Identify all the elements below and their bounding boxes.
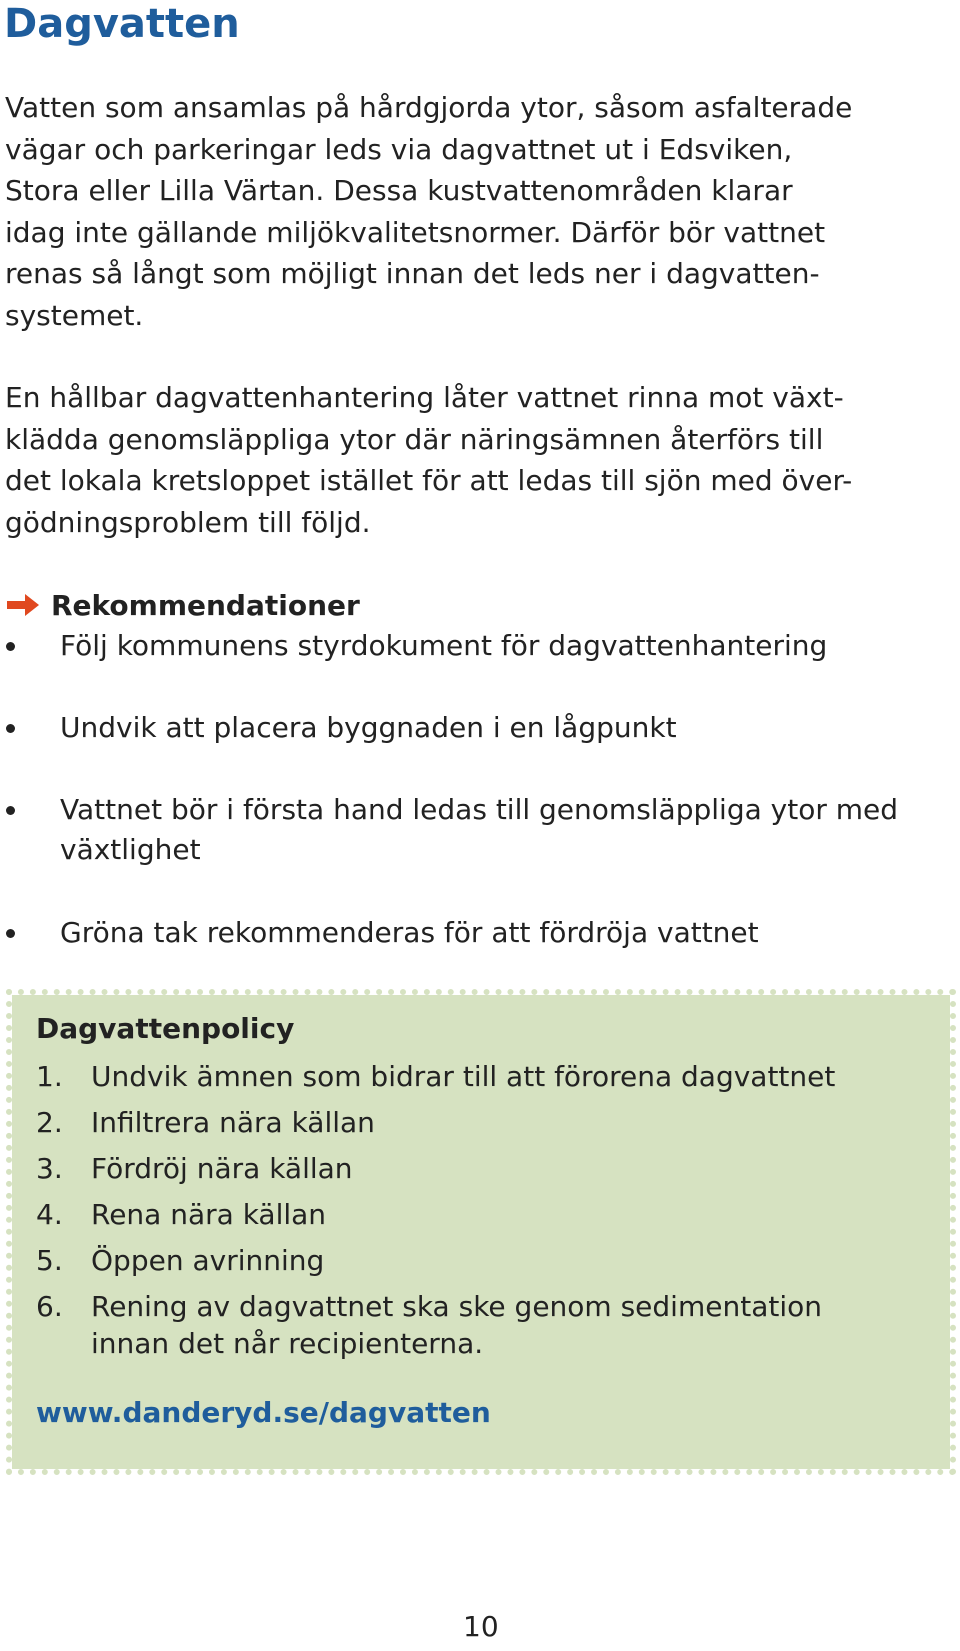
paragraph-line: systemet. bbox=[5, 298, 144, 332]
bullet-icon bbox=[6, 806, 15, 815]
policy-text: Rening av dagvattnet ska ske genom sedimentation innan det når recipienterna. bbox=[91, 1290, 822, 1360]
policy-number: 2. bbox=[36, 1106, 63, 1139]
paragraph-line: idag inte gällande miljökvalitetsnormer. Därför bör vattnet bbox=[5, 215, 826, 249]
paragraph-line: En hållbar dagvattenhantering låter vattnet rinna mot växt- bbox=[5, 381, 844, 414]
recommendations-title: Rekommendationer bbox=[51, 588, 360, 622]
bullet-icon bbox=[6, 724, 15, 733]
recommendation-text: Undvik att placera byggnaden i en lågpunkt bbox=[60, 711, 677, 744]
paragraph-line: gödningsproblem till följd. bbox=[5, 505, 371, 539]
policy-text: Undvik ämnen som bidrar till att förorena dagvattnet bbox=[91, 1060, 836, 1093]
page-title: Dagvatten bbox=[4, 1, 240, 47]
sustainability-paragraph bbox=[5, 377, 955, 543]
policy-title: Dagvattenpolicy bbox=[36, 1012, 295, 1045]
policy-link[interactable]: www.danderyd.se/dagvatten bbox=[36, 1396, 491, 1429]
policy-text: Rena nära källan bbox=[91, 1198, 327, 1231]
recommendation-text: Gröna tak rekommenderas för att fördröja vattnet bbox=[60, 916, 759, 949]
bullet-icon bbox=[6, 642, 15, 651]
paragraph-line: vägar och parkeringar leds via dagvattnet ut i Edsviken, bbox=[5, 132, 793, 166]
policy-number: 6. bbox=[36, 1290, 63, 1323]
policy-number: 3. bbox=[36, 1152, 63, 1185]
policy-box bbox=[12, 995, 950, 1469]
paragraph-line: klädda genomsläppliga ytor där näringsämnen återförs till bbox=[5, 422, 824, 456]
paragraph-line: renas så långt som möjligt innan det leds ner i dagvatten- bbox=[5, 257, 820, 290]
recommendation-text: Följ kommunens styrdokument för dagvattenhantering bbox=[60, 629, 828, 662]
bullet-icon bbox=[6, 929, 15, 938]
paragraph-line: Stora eller Lilla Värtan. Dessa kustvattenområden klarar bbox=[5, 174, 793, 207]
arrow-right-icon bbox=[5, 592, 41, 618]
policy-text: Öppen avrinning bbox=[91, 1244, 325, 1277]
page-number: 10 bbox=[463, 1610, 499, 1643]
policy-number: 5. bbox=[36, 1244, 63, 1277]
recommendation-text: Vattnet bör i första hand ledas till genomsläppliga ytor med växtlighet bbox=[60, 793, 899, 866]
intro-paragraph bbox=[5, 87, 955, 336]
policy-text: Fördröj nära källan bbox=[91, 1152, 353, 1185]
policy-number: 4. bbox=[36, 1198, 63, 1231]
paragraph-line: Vatten som ansamlas på hårdgjorda ytor, såsom asfalterade bbox=[5, 91, 853, 124]
paragraph-line: det lokala kretsloppet istället för att ledas till sjön med över- bbox=[5, 464, 853, 497]
recommendations-heading bbox=[5, 585, 360, 625]
policy-number: 1. bbox=[36, 1060, 63, 1093]
policy-text: Infiltrera nära källan bbox=[91, 1106, 375, 1139]
